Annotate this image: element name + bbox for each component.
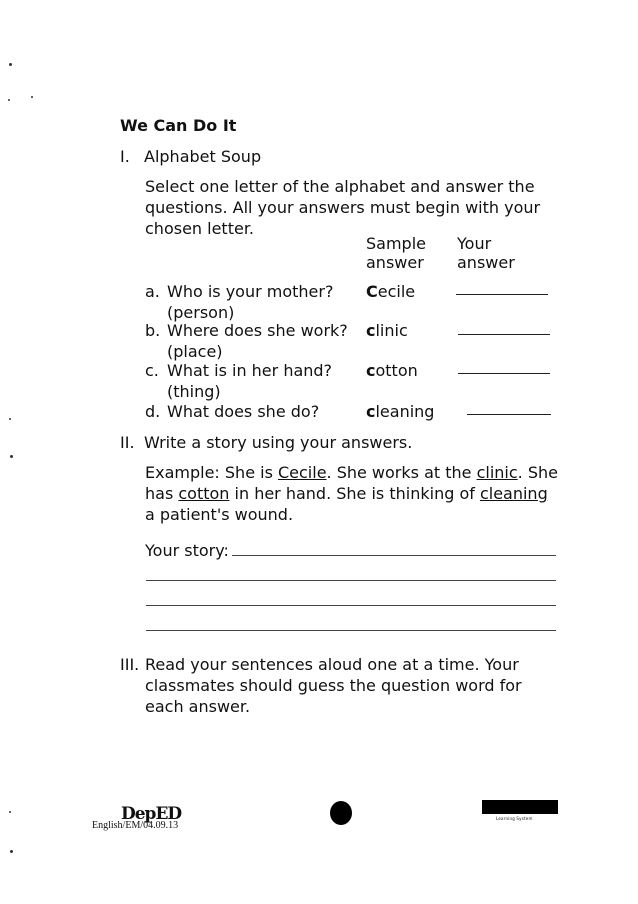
example-underlined-word: Cecile [277,463,327,482]
question-letter: d. [145,402,161,421]
question-letter: a. [145,282,160,301]
question-text: What does she do? [167,402,320,421]
question-category: (thing) [167,382,221,401]
col-your-header [457,234,515,272]
story-example [145,462,560,525]
story-label: Your story: [145,541,229,560]
question-letter: c. [145,361,159,380]
deped-logo: DepED [121,804,182,824]
col-your-header-line2: answer [457,253,515,272]
answer-blank-a[interactable] [456,294,548,295]
answer-blank-c[interactable] [458,373,550,374]
scan-speck [9,418,11,420]
sample-answer-d [366,401,434,422]
answer-blank-d[interactable] [467,414,551,415]
sample-rest: leaning [375,402,435,421]
sample-initial: c [366,402,376,421]
question-text: Who is your mother? [167,282,334,301]
scan-speck [10,455,13,458]
story-line-4[interactable] [146,630,556,631]
footer-bar-caption: Learning System [496,816,533,821]
sample-answer-a [366,281,415,302]
footer-black-bar [482,800,558,814]
question-category: (person) [167,303,235,322]
question-category: (place) [167,342,223,361]
example-underlined-word: cotton [178,484,230,503]
document-code: English/EM/04.09.13 [92,820,179,831]
sample-rest: otton [375,361,418,380]
sample-answer-b [366,320,408,341]
example-text: a patient's wound. [145,505,294,524]
section-1-title: Alphabet Soup [144,147,262,166]
scan-speck [9,811,11,813]
example-underlined-word: clinic [476,463,518,482]
center-dot-mark [330,801,352,825]
section-1-number: I. [120,147,130,166]
section-1-instruction: Select one letter of the alphabet and answer the questions. All your answers must begin with your chosen letter. [145,177,541,238]
story-line-2[interactable] [146,580,556,581]
scan-speck [8,99,10,101]
example-text: . She has [145,463,558,503]
section-1-heading [120,146,261,167]
question-text: Where does she work? [167,321,348,340]
question-text: What is in her hand? [167,361,333,380]
question-letter: b. [145,321,161,340]
scan-speck [31,96,33,98]
sample-initial: c [366,321,376,340]
story-line-1[interactable] [232,555,556,556]
story-line-3[interactable] [146,605,556,606]
section-2-title: Write a story using your answers. [144,433,413,452]
answer-blank-b[interactable] [458,334,550,335]
sample-answer-c [366,360,418,381]
sample-rest: linic [375,321,408,340]
example-text: . She works at the [326,463,477,482]
scan-speck [9,63,12,66]
section-3-number: III. [120,655,140,674]
example-underlined-word: cleaning [479,484,548,503]
sample-initial: c [366,361,376,380]
sample-initial: C [366,282,378,301]
col-sample-header [366,234,426,272]
example-text: Example: She is [145,463,278,482]
section-2-heading [120,432,412,453]
section-3-text: Read your sentences aloud one at a time. Your classmates should guess the question word for each answer. [145,655,522,716]
col-your-header-line1: Your [457,234,492,253]
col-sample-header-line2: answer [366,253,424,272]
sample-rest: ecile [377,282,416,301]
page-title: We Can Do It [120,116,237,135]
example-text: in her hand. She is thinking of [229,484,480,503]
scan-speck [10,850,13,853]
section-2-number: II. [120,433,135,452]
col-sample-header-line1: Sample [366,234,426,253]
